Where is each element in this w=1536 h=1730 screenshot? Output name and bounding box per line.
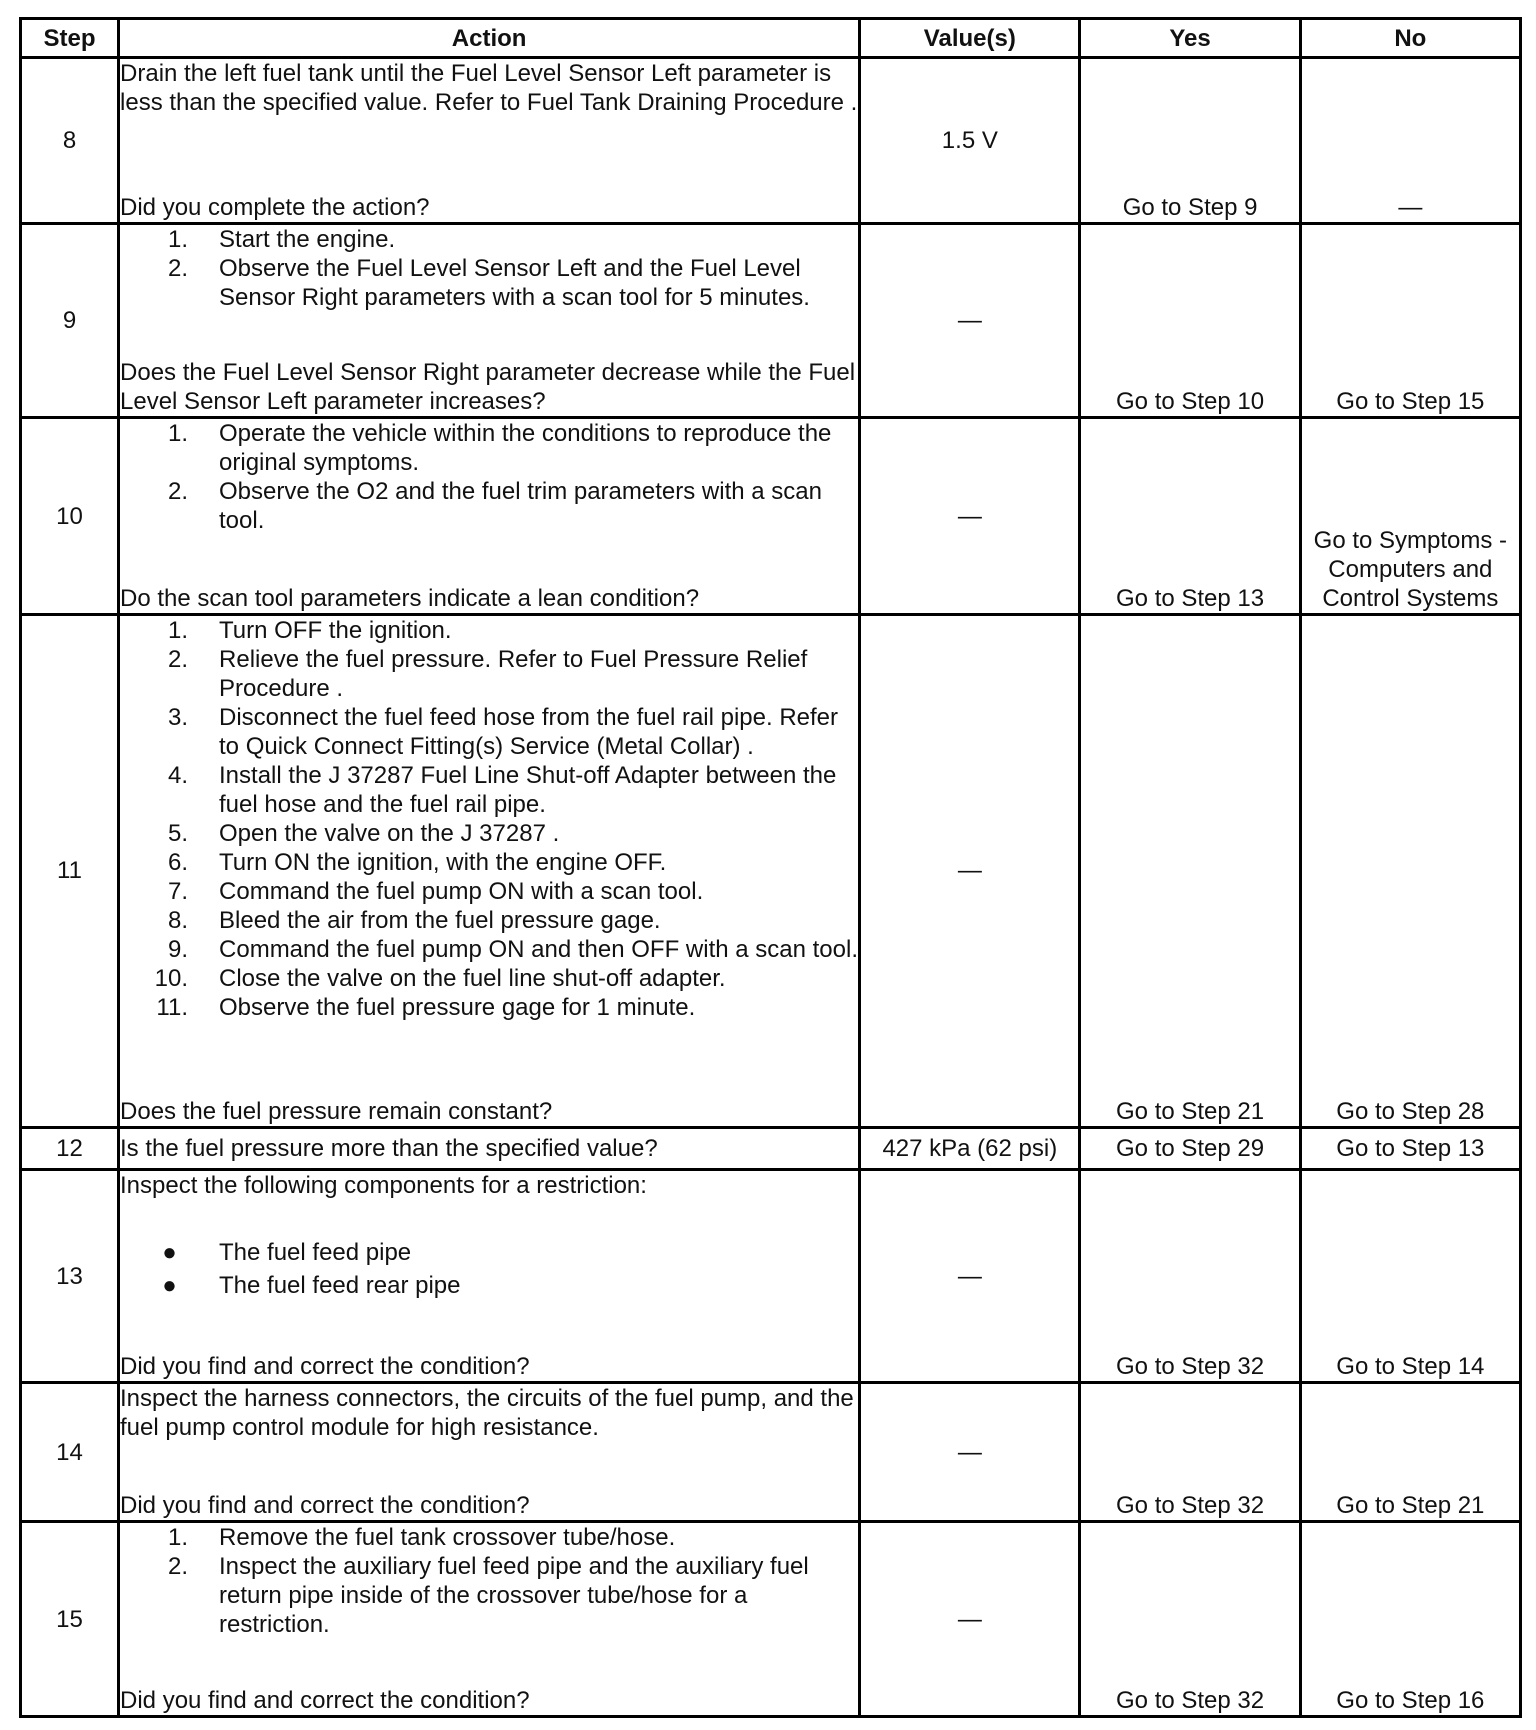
- value-cell: 427 kPa (62 psi): [860, 1127, 1080, 1169]
- list-item: 1. Operate the vehicle within the conditions to reproduce the original symptoms.: [168, 420, 832, 477]
- value-cell: 1.5 V: [860, 58, 1080, 224]
- action-cell: [119, 615, 860, 1128]
- yes-cell: Go to Step 32: [1080, 1522, 1300, 1717]
- list-item: 10. Close the valve on the fuel line shut-off adapter.: [154, 965, 726, 993]
- bullet-icon: ●: [162, 1238, 177, 1266]
- diagnostic-table: [19, 17, 1522, 1718]
- yes-cell: Go to Step 10: [1080, 223, 1300, 418]
- no-cell: Go to Step 13: [1300, 1127, 1520, 1169]
- action-bullets: [120, 1236, 858, 1302]
- yes-cell: Go to Step 13: [1080, 418, 1300, 615]
- bullet-icon: ●: [162, 1271, 177, 1299]
- action-steps: [120, 225, 858, 312]
- no-cell: Go to Step 14: [1300, 1169, 1520, 1382]
- action-cell: [119, 418, 860, 615]
- list-item: 1. Start the engine.: [168, 225, 396, 253]
- step-number: 11: [21, 615, 119, 1128]
- list-item: 1. Remove the fuel tank crossover tube/hose.: [168, 1524, 676, 1552]
- table-row: [21, 223, 1521, 418]
- table-row: [21, 1127, 1521, 1169]
- list-item: 1. Turn OFF the ignition.: [168, 617, 452, 645]
- action-cell: [119, 1383, 860, 1522]
- list-item: 2. Observe the O2 and the fuel trim parameters with a scan tool.: [168, 478, 822, 535]
- action-question: Did you find and correct the condition?: [120, 1492, 530, 1520]
- yes-cell: Go to Step 29: [1080, 1127, 1300, 1169]
- table-row: [21, 58, 1521, 224]
- action-cell: [119, 1522, 860, 1717]
- step-number: 10: [21, 418, 119, 615]
- action-question: Did you complete the action?: [120, 193, 430, 221]
- action-steps: [120, 419, 858, 535]
- list-item: 7. Command the fuel pump ON with a scan tool.: [168, 878, 704, 906]
- action-steps: [120, 616, 858, 1022]
- action-question: Does the Fuel Level Sensor Right parameter decrease while the Fuel Level Sensor Left parameter increases?: [120, 359, 856, 416]
- no-cell: Go to Step 16: [1300, 1522, 1520, 1717]
- list-item: ● The fuel feed pipe: [120, 1236, 858, 1269]
- list-item: 4. Install the J 37287 Fuel Line Shut-off Adapter between the fuel hose and the fuel rail pipe.: [168, 762, 837, 819]
- header-values: Value(s): [860, 19, 1080, 58]
- action-question: Did you find and correct the condition?: [120, 1687, 530, 1714]
- step-number: 8: [21, 58, 119, 224]
- table-row: [21, 615, 1521, 1128]
- list-item: 9. Command the fuel pump ON and then OFF with a scan tool.: [168, 936, 858, 964]
- action-question: Did you find and correct the condition?: [120, 1353, 530, 1381]
- step-number: 14: [21, 1383, 119, 1522]
- yes-cell: Go to Step 32: [1080, 1383, 1300, 1522]
- table-row: [21, 418, 1521, 615]
- header-row: [21, 19, 1521, 58]
- table-row: [21, 1522, 1521, 1717]
- no-cell: Go to Step 28: [1300, 615, 1520, 1128]
- action-intro: Drain the left fuel tank until the Fuel Level Sensor Left parameter is less than the specified value. Refer to Fuel Tank Draining Procedure .: [120, 60, 858, 116]
- action-cell: [119, 223, 860, 418]
- no-cell: —: [1300, 58, 1520, 224]
- header-yes: Yes: [1080, 19, 1300, 58]
- step-number: 12: [21, 1127, 119, 1169]
- no-cell: Go to Symptoms - Computers and Control Systems: [1300, 418, 1520, 615]
- value-cell: —: [860, 1383, 1080, 1522]
- list-item: 11. Observe the fuel pressure gage for 1 minute.: [156, 994, 696, 1022]
- step-number: 15: [21, 1522, 119, 1717]
- yes-cell: Go to Step 32: [1080, 1169, 1300, 1382]
- list-item: 2. Inspect the auxiliary fuel feed pipe and the auxiliary fuel return pipe inside of the crossover tube/hose for a restriction.: [168, 1553, 809, 1639]
- yes-cell: Go to Step 21: [1080, 615, 1300, 1128]
- no-cell: Go to Step 21: [1300, 1383, 1520, 1522]
- action-question: Is the fuel pressure more than the specified value?: [119, 1127, 860, 1169]
- action-cell: [119, 1169, 860, 1382]
- table-row: [21, 1383, 1521, 1522]
- action-intro: Inspect the following components for a restriction:: [120, 1171, 647, 1199]
- list-item: ● The fuel feed rear pipe: [120, 1269, 858, 1302]
- header-step: Step: [21, 19, 119, 58]
- list-item: 3. Disconnect the fuel feed hose from the fuel rail pipe. Refer to Quick Connect Fitting(s) Service (Metal Collar) .: [168, 704, 839, 761]
- header-no: No: [1300, 19, 1520, 58]
- value-cell: —: [860, 1522, 1080, 1717]
- value-cell: —: [860, 223, 1080, 418]
- action-question: Do the scan tool parameters indicate a lean condition?: [120, 585, 700, 613]
- list-item: 8. Bleed the air from the fuel pressure gage.: [168, 907, 661, 935]
- value-cell: —: [860, 615, 1080, 1128]
- action-question: Does the fuel pressure remain constant?: [120, 1097, 553, 1125]
- action-cell: [119, 58, 860, 224]
- no-cell: Go to Step 15: [1300, 223, 1520, 418]
- action-steps: [120, 1523, 858, 1639]
- list-item: 2. Observe the Fuel Level Sensor Left and the Fuel Level Sensor Right parameters with a scan tool for 5 minutes.: [168, 254, 810, 311]
- header-action: Action: [119, 19, 860, 58]
- value-cell: —: [860, 418, 1080, 615]
- table-row: [21, 1169, 1521, 1382]
- action-intro: Inspect the harness connectors, the circuits of the fuel pump, and the fuel pump control module for high resistance.: [120, 1385, 854, 1442]
- list-item: 6. Turn ON the ignition, with the engine OFF.: [168, 849, 667, 877]
- list-item: 5. Open the valve on the J 37287 .: [168, 820, 560, 848]
- value-cell: —: [860, 1169, 1080, 1382]
- step-number: 13: [21, 1169, 119, 1382]
- step-number: 9: [21, 223, 119, 418]
- yes-cell: Go to Step 9: [1080, 58, 1300, 224]
- list-item: 2. Relieve the fuel pressure. Refer to Fuel Pressure Relief Procedure .: [168, 646, 808, 703]
